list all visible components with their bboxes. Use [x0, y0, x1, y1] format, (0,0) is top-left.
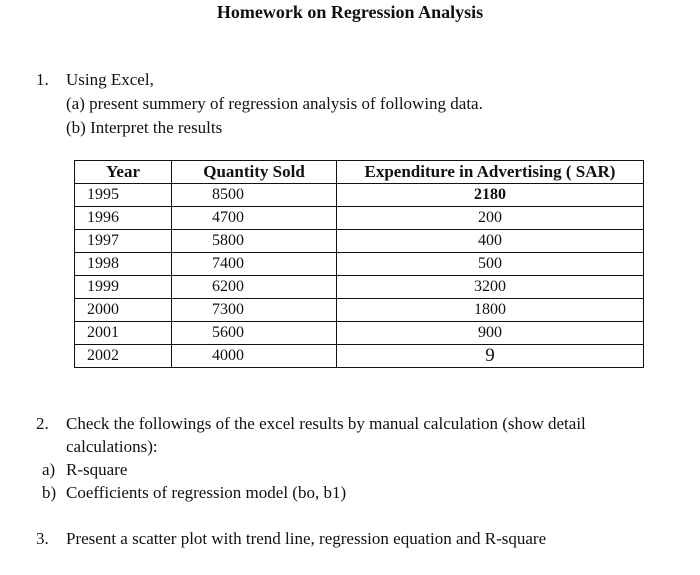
cell-year: 2001: [75, 322, 172, 345]
cell-quantity: 5800: [172, 230, 337, 253]
cell-expenditure: 2180: [337, 184, 644, 207]
cell-quantity: 7300: [172, 299, 337, 322]
cell-expenditure: 500: [337, 253, 644, 276]
cell-quantity: 8500: [172, 184, 337, 207]
option-a-text: R-square: [66, 460, 128, 479]
option-b-label: b): [42, 483, 57, 502]
cell-expenditure: 9: [337, 345, 644, 368]
question-3-text: Present a scatter plot with trend line, regression equation and R-square: [66, 529, 547, 548]
question-3-number: 3.: [36, 529, 49, 548]
question-2-option-a: [36, 458, 586, 481]
table-row: [75, 299, 644, 322]
cell-year: 2000: [75, 299, 172, 322]
table-row: [75, 207, 644, 230]
cell-quantity: 5600: [172, 322, 337, 345]
cell-year: 2002: [75, 345, 172, 368]
cell-quantity: 4700: [172, 207, 337, 230]
question-2: [36, 412, 586, 504]
table-row: [75, 230, 644, 253]
question-2-number: 2.: [36, 414, 49, 433]
cell-year: 1995: [75, 184, 172, 207]
question-1: [36, 68, 483, 140]
header-quantity-sold: Quantity Sold: [172, 161, 337, 184]
cell-expenditure: 1800: [337, 299, 644, 322]
table-row: [75, 345, 644, 368]
table-row: [75, 184, 644, 207]
cell-quantity: 7400: [172, 253, 337, 276]
question-3: [36, 527, 546, 550]
data-table: [74, 160, 644, 368]
question-2-text: Check the followings of the excel results by manual calculation (show detail: [66, 414, 586, 433]
question-1-text: Using Excel,: [66, 70, 154, 89]
cell-year: 1997: [75, 230, 172, 253]
option-b-text: Coefficients of regression model (bo, b1): [66, 483, 347, 502]
header-year: Year: [75, 161, 172, 184]
page-title: Homework on Regression Analysis: [216, 2, 484, 22]
question-1-part-a: (a) present summery of regression analysis of following data.: [66, 94, 483, 113]
cell-year: 1998: [75, 253, 172, 276]
question-2-option-b: [36, 481, 586, 504]
cell-year: 1996: [75, 207, 172, 230]
option-a-label: a): [42, 460, 56, 479]
question-1-number: 1.: [36, 70, 49, 89]
header-expenditure: Expenditure in Advertising ( SAR): [337, 161, 644, 184]
cell-expenditure: 400: [337, 230, 644, 253]
cell-expenditure: 200: [337, 207, 644, 230]
table-row: [75, 253, 644, 276]
question-2-text-cont: calculations):: [66, 437, 158, 456]
cell-quantity: 4000: [172, 345, 337, 368]
cell-year: 1999: [75, 276, 172, 299]
cell-quantity: 6200: [172, 276, 337, 299]
cell-expenditure: 3200: [337, 276, 644, 299]
table-row: [75, 276, 644, 299]
table-row: [75, 322, 644, 345]
table-header-row: [75, 161, 644, 184]
question-1-part-b: (b) Interpret the results: [66, 118, 223, 137]
cell-expenditure: 900: [337, 322, 644, 345]
